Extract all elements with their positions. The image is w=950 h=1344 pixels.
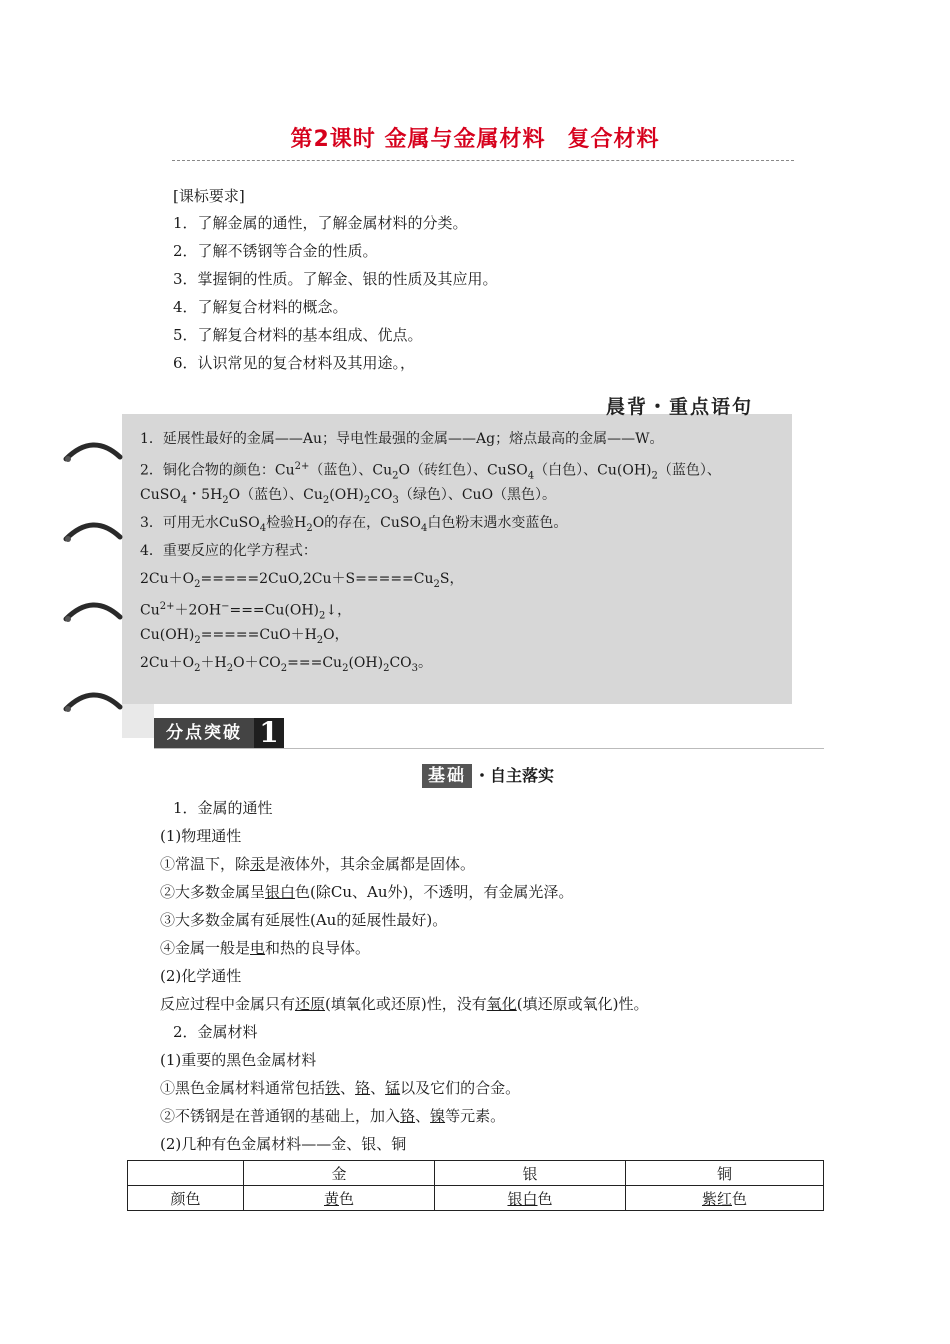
table-cell: 黄色 [244,1186,435,1211]
section-badge [154,718,284,748]
requirement-item: 4．了解复合材料的概念。 [173,298,348,316]
recitation-line-1: 1．延展性最好的金属——Au；导电性最强的金属——Ag；熔点最高的金属——W。 [140,431,664,447]
body-text: ②不锈钢是在普通钢的基础上，加入铬、镍等元素。 [160,1107,506,1125]
body-subheading: (1)重要的黑色金属材料 [160,1051,317,1069]
body-text: 反应过程中金属只有还原(填氧化或还原)性，没有氧化(填还原或氧化)性。 [160,995,649,1013]
title-main: 第2课时 金属与金属材料 [290,127,546,152]
subsection-tag: 基础 [422,764,472,788]
page-title [0,122,950,153]
section-badge-label: 分点突破 [154,718,254,748]
table-header-cell: 金 [244,1161,435,1186]
body-text: ①黑色金属材料通常包括铁、铬、锰以及它们的合金。 [160,1079,521,1097]
binder-ring-icon [62,690,124,712]
table-header-row [128,1161,824,1186]
recitation-header: 晨背・重点语句 [606,396,754,418]
requirement-item: 2．了解不锈钢等合金的性质。 [173,242,378,260]
recitation-line-5: 4．重要反应的化学方程式： [140,543,317,559]
body-text: ②大多数金属呈银白色(除Cu、Au外)，不透明，有金属光泽。 [160,883,574,901]
metal-color-table [127,1160,824,1211]
section-rule [154,748,824,749]
recitation-box-tab [122,704,154,738]
requirement-item: 6．认识常见的复合材料及其用途。， [173,354,416,372]
table-cell: 银白色 [435,1186,626,1211]
equation-1: $2Cu+O_2=====2CuO,2Cu+S=====Cu_2S$， [140,571,464,590]
equation-2: $Cu^{2+}+2OH^-===Cu(OH)_2↓$， [140,601,352,622]
body-heading: 1．金属的通性 [173,799,273,817]
recitation-line-3: CuSO$_4$・$5H_2O$（蓝色）、$Cu_2(OH)_2CO_3$（绿色）、CuO（黑色）。 [140,487,557,506]
recitation-line-4: 3．可用无水CuSO$_4$检验$H_2O$的存在，CuSO$_4$白色粉末遇水变蓝色。 [140,515,568,534]
requirement-item: 1．了解金属的通性，了解金属材料的分类。 [173,214,468,232]
table-header-cell [128,1161,244,1186]
requirement-item: 3．掌握铜的性质。了解金、银的性质及其应用。 [173,270,498,288]
section-badge-number: 1 [254,718,284,748]
body-text: ①常温下，除汞是液体外，其余金属都是固体。 [160,855,476,873]
title-divider [172,160,794,161]
table-row [128,1186,824,1211]
table-cell: 紫红色 [626,1186,824,1211]
table-header-cell: 铜 [626,1161,824,1186]
body-subheading: (2)几种有色金属材料——金、银、铜 [160,1135,407,1153]
body-subheading: (1)物理通性 [160,827,242,845]
body-heading: 2．金属材料 [173,1023,258,1041]
requirements-heading: [课标要求] [173,187,245,205]
requirement-item: 5．了解复合材料的基本组成、优点。 [173,326,423,344]
binder-ring-icon [62,520,124,542]
subsection-title: ・自主落实 [474,766,555,785]
equation-4: $2Cu+O_2+H_2O+CO_2===Cu_2(OH)_2CO_3$。 [140,655,433,674]
equation-3: $Cu(OH)_2=====CuO+H_2O$， [140,627,349,646]
table-row-label: 颜色 [128,1186,244,1211]
body-subheading: (2)化学通性 [160,967,242,985]
binder-ring-icon [62,600,124,622]
recitation-line-2: 2．铜化合物的颜色：$Cu^{2+}$（蓝色）、$Cu_2O$（砖红色）、CuSO$_4$（白色）、$Cu(OH)_2$（蓝色）、 [140,461,721,482]
table-header-cell: 银 [435,1161,626,1186]
body-text: ④金属一般是电和热的良导体。 [160,939,371,957]
binder-ring-icon [62,440,124,462]
title-sub: 复合材料 [567,127,660,152]
body-text: ③大多数金属有延展性(Au的延展性最好)。 [160,911,448,929]
